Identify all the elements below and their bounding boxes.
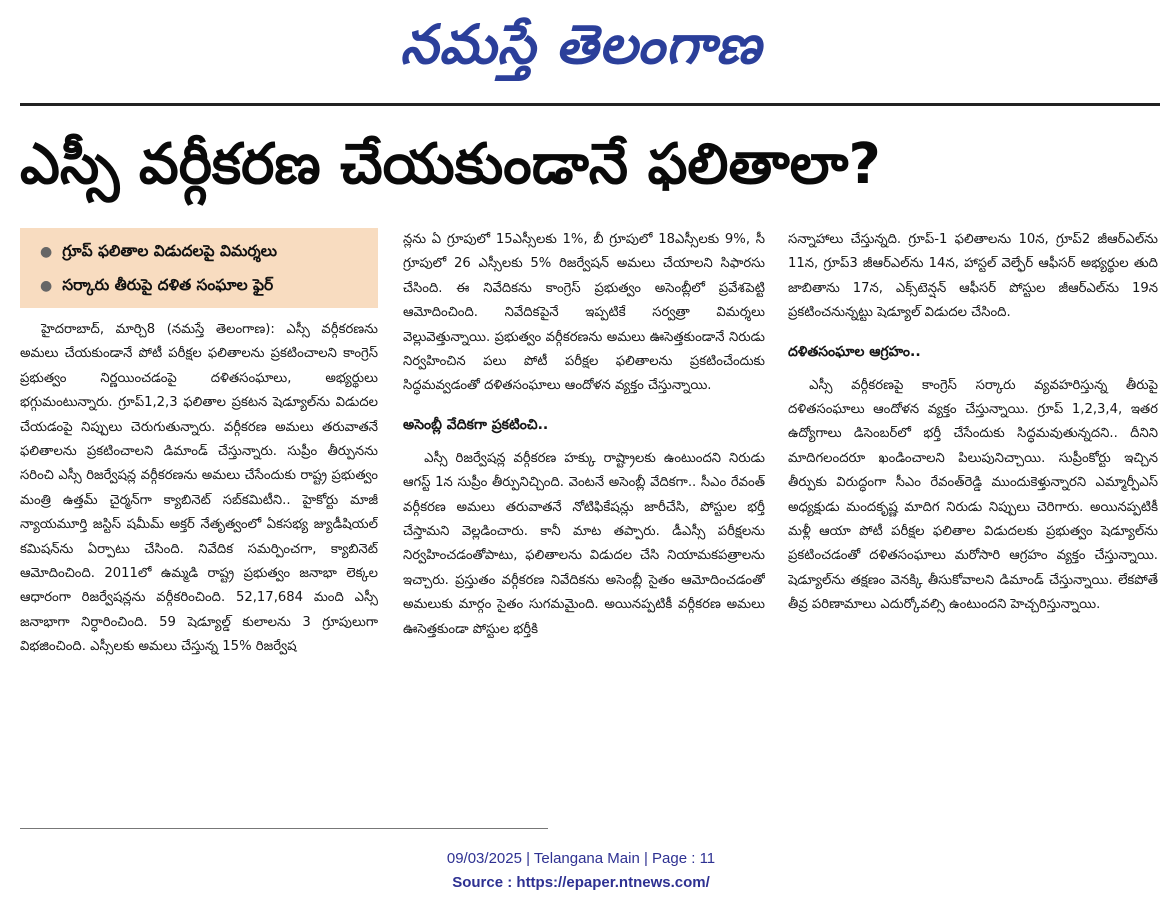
- article-column-2: [403, 228, 765, 824]
- article-paragraph: సన్నాహాలు చేస్తున్నది. గ్రూప్-1 ఫలితాలను 10న, గ్రూప్2 జీఆర్‌ఎల్‌ను 11న, గ్రూప్3 జీఆర్‌ఎల్‌ను 14న, హాస్టల్ వెల్ఫేర్ ఆఫీసర్ అభ్యర్థుల తుది జాబితాను 17న, ఎక్స్‌టెన్షన్ ఆఫీసర్ పోస్టుల జీఆర్‌ఎల్‌ను 19న ప్రకటించనున్నట్టు షెడ్యూల్ విడుదల చేసింది.: [788, 232, 1158, 321]
- masthead-logo: నమస్తే తెలంగాణ: [400, 13, 762, 76]
- masthead: [0, 4, 1162, 88]
- highlight-text: గ్రూప్ ఫలితాల విడుదలపై విమర్శలు: [62, 242, 278, 260]
- masthead-divider: [20, 103, 1160, 106]
- article-column-1: [20, 318, 378, 818]
- bullet-icon: ●: [40, 244, 53, 260]
- article-paragraph: హైదరాబాద్, మార్చి8 (నమస్తే తెలంగాణ): ఎస్సీ వర్గీకరణను అమలు చేయకుండానే పోటీ పరీక్షల ఫలితాలను ప్రకటించాలని కాంగ్రెస్ ప్రభుత్వం నిర్ణయించడంపై దళితసంఘాలు, అభ్యర్థులు భగ్గుమంటున్నారు. గ్రూప్1,2,3 ఫలితాల ప్రకటన షెడ్యూల్‌ను విడుదల చేయడంపై నిప్పులు చెరుగుతున్నారు. వర్గీకరణ అమలు తరువాతనే ఫలితాలను ప్రకటించాలని డిమాండ్ చేస్తున్నారు. సుప్రీం తీర్పునను సరించి ఎస్సీ రిజర్వేషన్ల వర్గీకరణను అమలు చేసేందుకు రాష్ట్ర ప్రభుత్వం మంత్రి ఉత్తమ్ చైర్మన్‌గా క్యాబినెట్ సబ్‌కమిటీని.. హైకోర్టు మాజీ న్యాయమూర్తి జస్టిస్ షమీమ్ అక్తర్ నేతృత్వంలో ఏకసభ్య జ్యుడీషియల్ కమిషన్‌ను ఏర్పాటు చేసింది. నివేదిక సమర్పించగా, క్యాబినెట్ ఆమోదించింది. 2011లో ఉమ్మడి రాష్ట్ర ప్రభుత్వం జనాభా లెక్కల ఆధారంగా రిజర్వేషన్లను వర్గీకరించింది. 52,17,684 మంది ఎస్సీ జనాభాగా నిర్ధారించింది. 59 షెడ్యూల్డ్ కులాలను 3 గ్రూపులుగా విభజించింది. ఎస్సీలకు అమలు చేస్తున్న 15% రిజర్వేష: [20, 322, 378, 655]
- article-paragraph: న్లను ఏ గ్రూపులో 15ఎస్సీలకు 1%, బీ గ్రూపులో 18ఎస్సీలకు 9%, సీ గ్రూపులో 26 ఎస్సీలకు 5% రిజర్వేషన్ అమలు చేయాలని సిఫారసు చేసింది. ఈ నివేదికను కాంగ్రెస్ ప్రభుత్వం అసెంబ్లీలో ప్రవేశపెట్టి ఆమోదించింది. నివేదికపైనే ఇప్పటికే సర్వత్రా విమర్శలు వెల్లువెత్తున్నాయి. ప్రభుత్వం వర్గీకరణను అమలు ఊసెత్తకుండానే నిరుడు నిర్వహించిన పలు పోటీ పరీక్షల ఫలితాలను ప్రకటించేందుకు సిద్ధమవ్వడంతో దళితసంఘాలు ఆందోళన వ్యక్తం చేస్తున్నాయి.: [403, 232, 765, 394]
- subheading: దళితసంఘాల ఆగ్రహం..: [788, 343, 921, 360]
- article-paragraph: ఎస్సీ రిజర్వేషన్ల వర్గీకరణ హక్కు రాష్ట్రాలకు ఉంటుందని నిరుడు ఆగస్ట్ 1న సుప్రీం తీర్పునిచ్చింది. వెంటనే అసెంబ్లీ వేదికగా.. సీఎం రేవంత్ వర్గీకరణ అమలు తరువాతనే నోటిఫికేషన్లు జారీచేసి, పోస్టుల భర్తీ చేస్తామని వెల్లడించారు. కానీ మాట తప్పారు. డీఎస్సీ పరీక్షలను నిర్వహించడంతోపాటు, ఫలితాలను విడుదల చేసి నియామకపత్రాలను ఇచ్చారు. ప్రస్తుతం వర్గీకరణ నివేదికను అసెంబ్లీ సైతం ఆమోదించడంతో అమలుకు మార్గం సైతం సుగమమైంది. అయినప్పటికీ వర్గీకరణ అమలు ఊసెత్తకుండా పోస్టుల భర్తీకి: [403, 450, 765, 637]
- footer-source: Source : https://epaper.ntnews.com/: [452, 874, 710, 891]
- article-paragraph: ఎస్సీ వర్గీకరణపై కాంగ్రెస్ సర్కారు వ్యవహరిస్తున్న తీరుపై దళితసంఘాలు ఆందోళన వ్యక్తం చేస్తున్నాయి. గ్రూప్ 1,2,3,4, ఇతర ఉద్యోగాలు డిసెంబర్‌లో భర్తీ చేసేందుకు సిద్ధమవుతున్నదని.. దీనిని మాదిగలందరూ ఖండించాలని పిలుపునిచ్చాయి. సుప్రీంకోర్టు ఇచ్చిన తీర్పుకు విరుద్ధంగా సీఎం రేవంత్‌రెడ్డి ముందుకెళ్తున్నారని ఎమ్మార్పీఎస్ అధ్యక్షుడు మందకృష్ణ మాదిగ నిరుడు నిప్పులు చెరిగారు. అయినప్పటికీ మళ్లీ ఆయా పోటీ పరీక్షల ఫలితాల విడుదలకు ప్రభుత్వం షెడ్యూల్‌ను ప్రకటించడంతో దళితసంఘాలు మరోసారి ఆగ్రహం వ్యక్తం చేస్తున్నాయి. షెడ్యూల్‌ను తక్షణం వెనక్కి తీసుకోవాలని డిమాండ్ చేస్తున్నాయి. లేకపోతే తీవ్ర పరిణామాలు ఎదుర్కోవల్సి ఉంటుందని హెచ్చరిస్తున్నాయి.: [788, 377, 1158, 613]
- highlight-text: సర్కారు తీరుపై దళిత సంఘాల ఫైర్: [62, 276, 274, 294]
- article-column-3: [788, 228, 1158, 824]
- bullet-icon: ●: [40, 278, 53, 294]
- footer-edition-info: 09/03/2025 | Telangana Main | Page : 11: [446, 850, 716, 867]
- highlight-item: [28, 268, 370, 302]
- footer-divider: [20, 828, 548, 829]
- subheading: అసెంబ్లీ వేదికగా ప్రకటించి..: [403, 416, 549, 433]
- highlight-item: [28, 234, 370, 268]
- highlights-box: [20, 228, 378, 308]
- headline: ఎస్సీ వర్గీకరణ చేయకుండానే ఫలితాలా?: [20, 132, 881, 197]
